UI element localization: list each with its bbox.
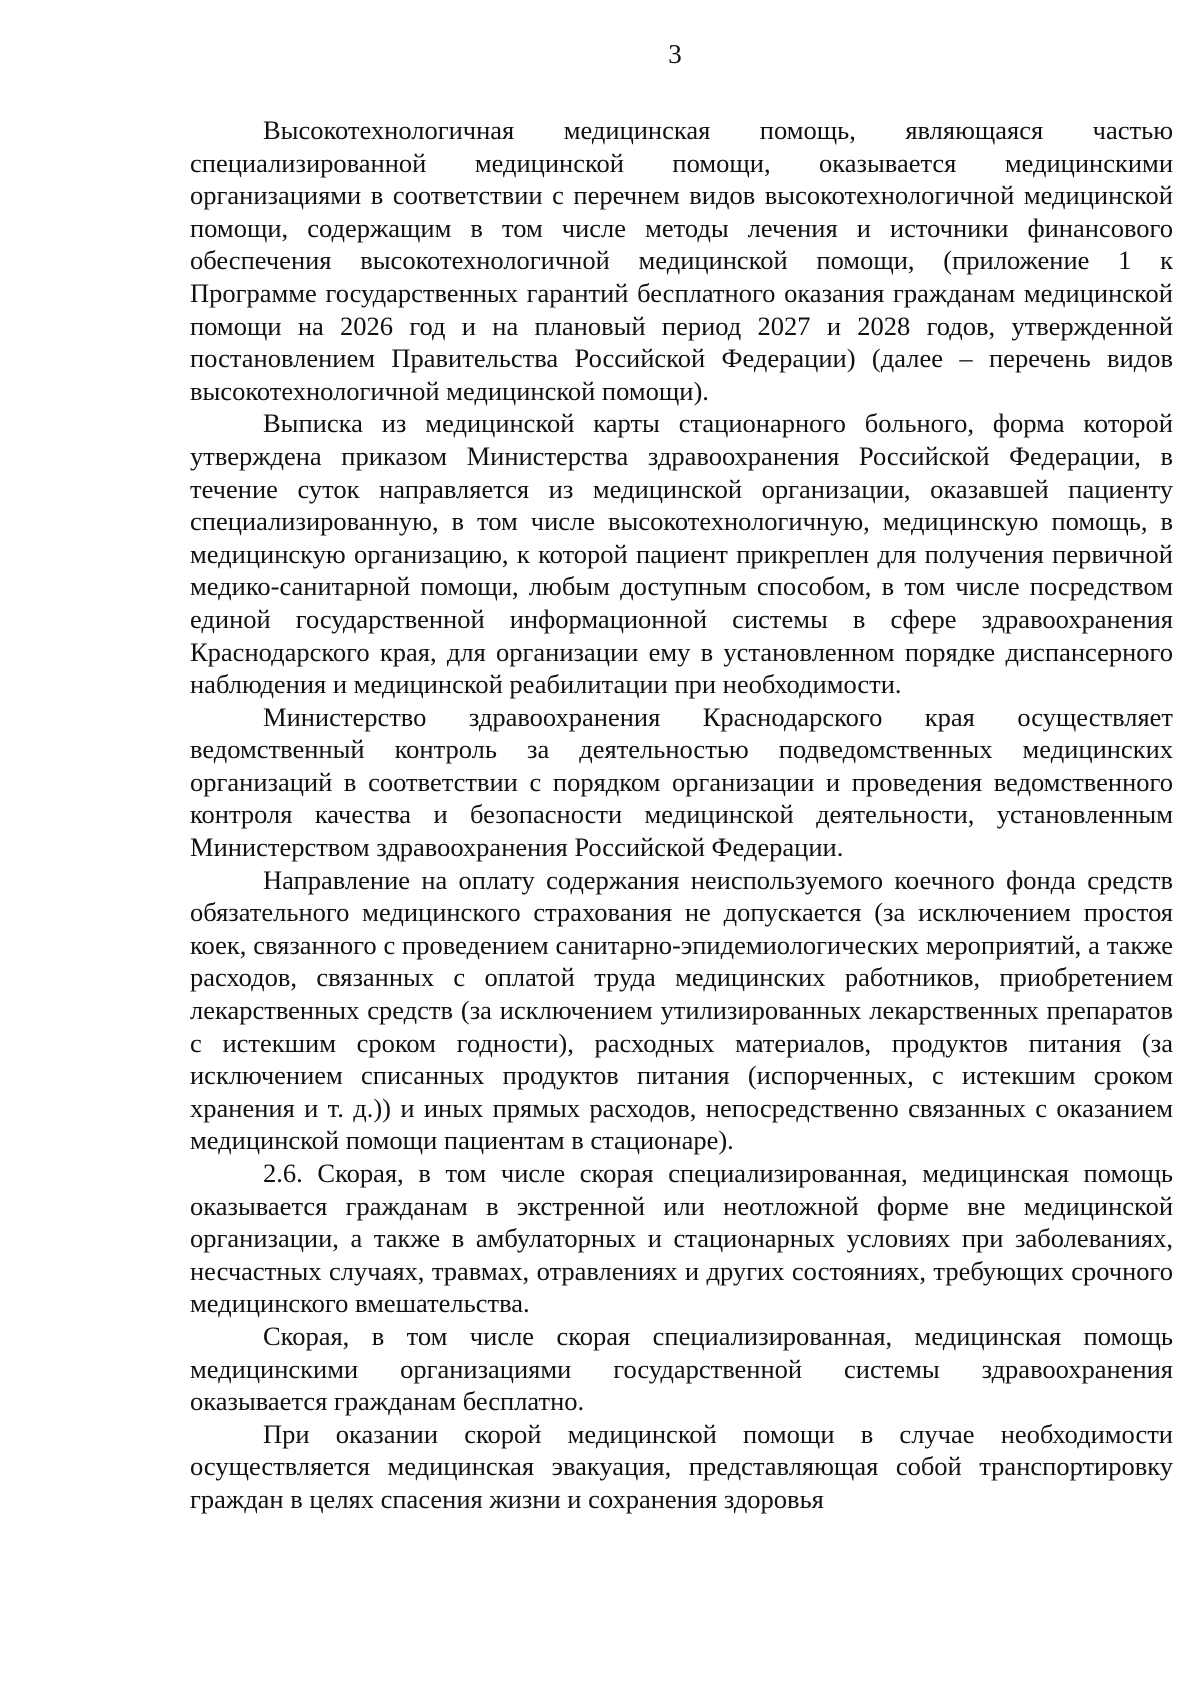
document-body (190, 114, 1173, 1516)
paragraph-bed-fund-payment: Направление на оплату содержания неиспользуемого коечного фонда средств обязательного медицинского страхования не допускается (за исключением простоя коек, связанного с проведением санитарно-эпидемиологических мероприятий, а также расходов, связанных с оплатой труда медицинских работников, приобретением лекарственных средств (за исключением утилизированных лекарственных препаратов с истекшим сроком годности), расходных материалов, продуктов питания (за исключением списанных продуктов питания (испорченных, с истекшим сроком хранения и т. д.)) и иных прямых расходов, непосредственно связанных с оказанием медицинской помощи пациентам в стационаре). (190, 864, 1173, 1156)
paragraph-high-tech-care: Высокотехнологичная медицинская помощь, являющаяся частью специализированной медицинской помощи, оказывается медицинскими организациями в соответствии с перечнем видов высокотехнологичной медицинской помощи, содержащим в том числе методы лечения и источники финансового обеспечения высокотехнологичной медицинской помощи, (приложение 1 к Программе государственных гарантий бесплатного оказания гражданам медицинской помощи на 2026 год и на плановый период 2027 и 2028 годов, утвержденной постановлением Правительства Российской Федерации) (далее – перечень видов высокотехнологичной медицинской помощи). (190, 115, 1173, 406)
paragraph-medical-record-extract: Выписка из медицинской карты стационарного больного, форма которой утверждена приказом Министерства здравоохранения Российской Федерации, в течение суток направляется из медицинской организации, оказавшей пациенту специализированную, в том числе высокотехнологичную, медицинскую помощь, в медицинскую организацию, к которой пациент прикреплен для получения первичной медико-санитарной помощи, любым доступным способом, в том числе посредством единой государственной информационной системы в сфере здравоохранения Краснодарского края, для организации ему в установленном порядке диспансерного наблюдения и медицинской реабилитации при необходимости. (190, 408, 1173, 700)
paragraph-emergency-care-free: Скорая, в том числе скорая специализированная, медицинская помощь медицинскими организациями государственной системы здравоохранения оказывается гражданам бесплатно. (190, 1320, 1173, 1417)
paragraph-ministry-control: Министерство здравоохранения Краснодарского края осуществляет ведомственный контроль за деятельностью подведомственных медицинских организаций в соответствии с порядком организации и проведения ведомственного контроля качества и безопасности медицинской деятельности, установленным Министерством здравоохранения Российской Федерации. (190, 701, 1173, 863)
paragraph-medical-evacuation: При оказании скорой медицинской помощи в случае необходимости осуществляется медицинская эвакуация, представляющая собой транспортировку граждан в целях спасения жизни и сохранения здоровья (190, 1418, 1173, 1514)
paragraph-emergency-care-2-6: 2.6. Скорая, в том числе скорая специализированная, медицинская помощь оказывается гражданам в экстренной или неотложной форме вне медицинской организации, а также в амбулаторных и стационарных условиях при заболеваниях, несчастных случаях, травмах, отравлениях и других состояниях, требующих срочного медицинского вмешательства. (190, 1158, 1173, 1319)
page-number: 3 (668, 39, 682, 69)
